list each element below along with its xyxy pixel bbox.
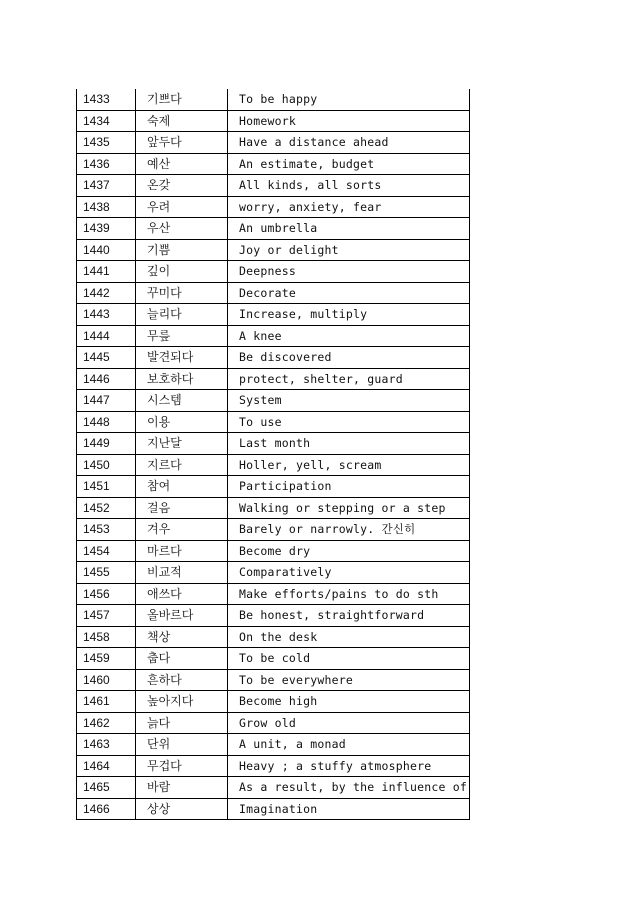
entry-number: 1435 [77,132,136,154]
entry-number: 1455 [77,562,136,584]
entry-number: 1436 [77,153,136,175]
korean-word: 바람 [136,777,228,799]
korean-word: 지르다 [136,454,228,476]
korean-word: 애쓰다 [136,583,228,605]
table-row [77,519,470,541]
korean-word: 발견되다 [136,347,228,369]
vocabulary-table [76,89,470,820]
entry-number: 1464 [77,755,136,777]
english-meaning: Imagination [228,798,470,820]
table-row [77,325,470,347]
table-row [77,454,470,476]
korean-word: 꾸미다 [136,282,228,304]
english-meaning: On the desk [228,626,470,648]
korean-word: 우산 [136,218,228,240]
entry-number: 1454 [77,540,136,562]
korean-word: 겨우 [136,519,228,541]
table-row [77,691,470,713]
english-meaning: Last month [228,433,470,455]
english-meaning: Increase, multiply [228,304,470,326]
entry-number: 1445 [77,347,136,369]
entry-number: 1465 [77,777,136,799]
table-row [77,282,470,304]
english-meaning: An umbrella [228,218,470,240]
entry-number: 1449 [77,433,136,455]
table-row [77,304,470,326]
table-row [77,175,470,197]
table-row [77,239,470,261]
entry-number: 1452 [77,497,136,519]
english-meaning: Become high [228,691,470,713]
korean-word: 올바르다 [136,605,228,627]
table-row [77,798,470,820]
entry-number: 1438 [77,196,136,218]
korean-word: 마르다 [136,540,228,562]
table-row [77,540,470,562]
entry-number: 1439 [77,218,136,240]
entry-number: 1457 [77,605,136,627]
korean-word: 높아지다 [136,691,228,713]
english-meaning: As a result, by the influence of [228,777,470,799]
entry-number: 1453 [77,519,136,541]
english-meaning: System [228,390,470,412]
korean-word: 늘리다 [136,304,228,326]
english-meaning: Have a distance ahead [228,132,470,154]
korean-word: 기쁘다 [136,89,228,110]
entry-number: 1437 [77,175,136,197]
english-meaning: Be discovered [228,347,470,369]
entry-number: 1462 [77,712,136,734]
english-meaning: Comparatively [228,562,470,584]
english-meaning: Decorate [228,282,470,304]
entry-number: 1443 [77,304,136,326]
korean-word: 지난달 [136,433,228,455]
table-row [77,734,470,756]
korean-word: 예산 [136,153,228,175]
table-row [77,218,470,240]
table-row [77,755,470,777]
table-row [77,648,470,670]
entry-number: 1451 [77,476,136,498]
entry-number: 1463 [77,734,136,756]
table-row [77,562,470,584]
table-row [77,411,470,433]
entry-number: 1444 [77,325,136,347]
entry-number: 1466 [77,798,136,820]
korean-word: 걸음 [136,497,228,519]
entry-number: 1448 [77,411,136,433]
korean-word: 비교적 [136,562,228,584]
english-meaning: To be happy [228,89,470,110]
table-row [77,196,470,218]
english-meaning: Be honest, straightforward [228,605,470,627]
entry-number: 1460 [77,669,136,691]
english-meaning: Deepness [228,261,470,283]
english-meaning: To use [228,411,470,433]
english-meaning: To be cold [228,648,470,670]
korean-word: 시스템 [136,390,228,412]
english-meaning: Grow old [228,712,470,734]
english-meaning: All kinds, all sorts [228,175,470,197]
english-meaning: Heavy ; a stuffy atmosphere [228,755,470,777]
korean-word: 숙제 [136,110,228,132]
table-row [77,626,470,648]
vocabulary-table-body [77,89,470,820]
english-meaning: Become dry [228,540,470,562]
table-row [77,669,470,691]
table-row [77,110,470,132]
english-meaning: worry, anxiety, fear [228,196,470,218]
english-meaning: Joy or delight [228,239,470,261]
table-row [77,476,470,498]
english-meaning: A knee [228,325,470,347]
korean-word: 상상 [136,798,228,820]
english-meaning: protect, shelter, guard [228,368,470,390]
english-meaning: Barely or narrowly. 간신히 [228,519,470,541]
table-row [77,153,470,175]
korean-word: 춥다 [136,648,228,670]
table-row [77,433,470,455]
english-meaning: Participation [228,476,470,498]
korean-word: 참여 [136,476,228,498]
table-row [77,390,470,412]
table-row [77,132,470,154]
table-row [77,605,470,627]
korean-word: 온갖 [136,175,228,197]
korean-word: 기쁨 [136,239,228,261]
table-row [77,777,470,799]
table-row [77,497,470,519]
entry-number: 1441 [77,261,136,283]
english-meaning: Homework [228,110,470,132]
entry-number: 1434 [77,110,136,132]
table-row [77,347,470,369]
table-row [77,368,470,390]
korean-word: 우려 [136,196,228,218]
english-meaning: A unit, a monad [228,734,470,756]
korean-word: 단위 [136,734,228,756]
korean-word: 이용 [136,411,228,433]
table-row [77,261,470,283]
english-meaning: An estimate, budget [228,153,470,175]
table-row [77,583,470,605]
entry-number: 1442 [77,282,136,304]
entry-number: 1447 [77,390,136,412]
entry-number: 1433 [77,89,136,110]
table-row [77,89,470,110]
korean-word: 보호하다 [136,368,228,390]
entry-number: 1461 [77,691,136,713]
korean-word: 늙다 [136,712,228,734]
entry-number: 1459 [77,648,136,670]
english-meaning: To be everywhere [228,669,470,691]
entry-number: 1450 [77,454,136,476]
english-meaning: Walking or stepping or a step [228,497,470,519]
entry-number: 1446 [77,368,136,390]
english-meaning: Holler, yell, scream [228,454,470,476]
korean-word: 앞두다 [136,132,228,154]
entry-number: 1458 [77,626,136,648]
korean-word: 흔하다 [136,669,228,691]
korean-word: 무릎 [136,325,228,347]
table-row [77,712,470,734]
korean-word: 책상 [136,626,228,648]
korean-word: 무겁다 [136,755,228,777]
korean-word: 깊이 [136,261,228,283]
entry-number: 1456 [77,583,136,605]
english-meaning: Make efforts/pains to do sth [228,583,470,605]
entry-number: 1440 [77,239,136,261]
